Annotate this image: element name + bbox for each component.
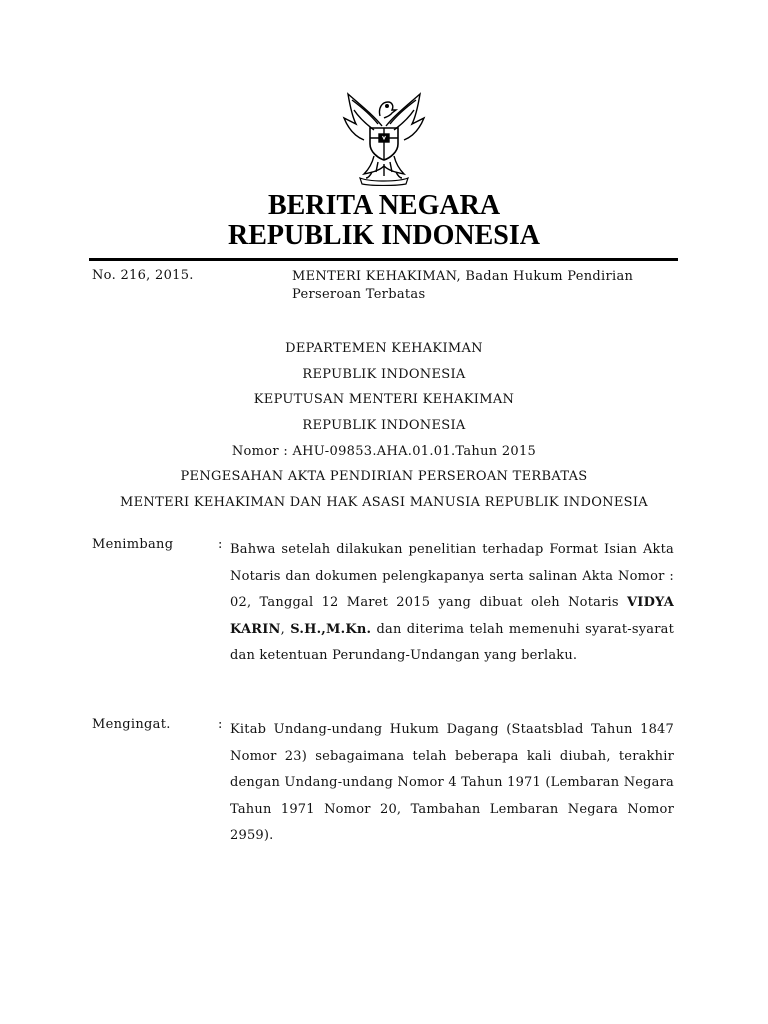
garuda-emblem-icon [334,86,434,186]
section-label: Menimbang [92,537,174,552]
section-body: Kitab Undang-undang Hukum Dagang (Staatsblad Tahun 1847 Nomor 23) sebagaimana telah beberapa kali diubah, terakhir dengan Undang-undang Nomor 4 Tahun 1971 (Lembaran Negara Tahun 1971 Nomor 20, Tambahan Lembaran Negara Nomor 2959). [230,722,674,843]
section-body [230,537,674,670]
section-colon: : [218,717,223,732]
header-rule [89,258,678,261]
document-subject: MENTERI KEHAKIMAN, Badan Hukum Pendirian Perseroan Terbatas [292,269,634,302]
heading-line: KEPUTUSAN MENTERI KEHAKIMAN [253,392,515,408]
heading-line: REPUBLIK INDONESIA [302,366,466,382]
notary-name: VIDYA KARIN [230,595,674,637]
document-number: No. 216, 2015. [92,268,194,283]
section-colon: : [218,537,223,552]
heading-line: DEPARTEMEN KEHAKIMAN [285,341,483,356]
body-text: , [280,621,291,637]
heading-line: REPUBLIK INDONESIA [302,418,466,434]
masthead-subtitle: REPUBLIK INDONESIA [228,220,540,251]
body-text: Bahwa setelah dilakukan penelitian terhadap Format Isian Akta Notaris dan dokumen pelengkapanya serta salinan Akta Nomor : 02, Tanggal 12 Maret 2015 yang dibuat oleh Notaris [230,542,674,610]
decree-title: PENGESAHAN AKTA PENDIRIAN PERSEROAN TERBATAS [180,469,588,485]
decree-heading [0,336,768,516]
masthead-title: BERITA NEGARA [267,190,501,221]
decree-number: Nomor : AHU-09853.AHA.01.01.Tahun 2015 [231,443,537,459]
heading-line: MENTERI KEHAKIMAN DAN HAK ASASI MANUSIA REPUBLIK INDONESIA [120,495,648,511]
body-text: dan diterima telah memenuhi syarat-syarat dan ketentuan Perundang-Undangan yang berlaku. [230,621,674,663]
notary-title: S.H.,M.Kn. [290,621,372,637]
section-label: Mengingat. [92,717,171,732]
